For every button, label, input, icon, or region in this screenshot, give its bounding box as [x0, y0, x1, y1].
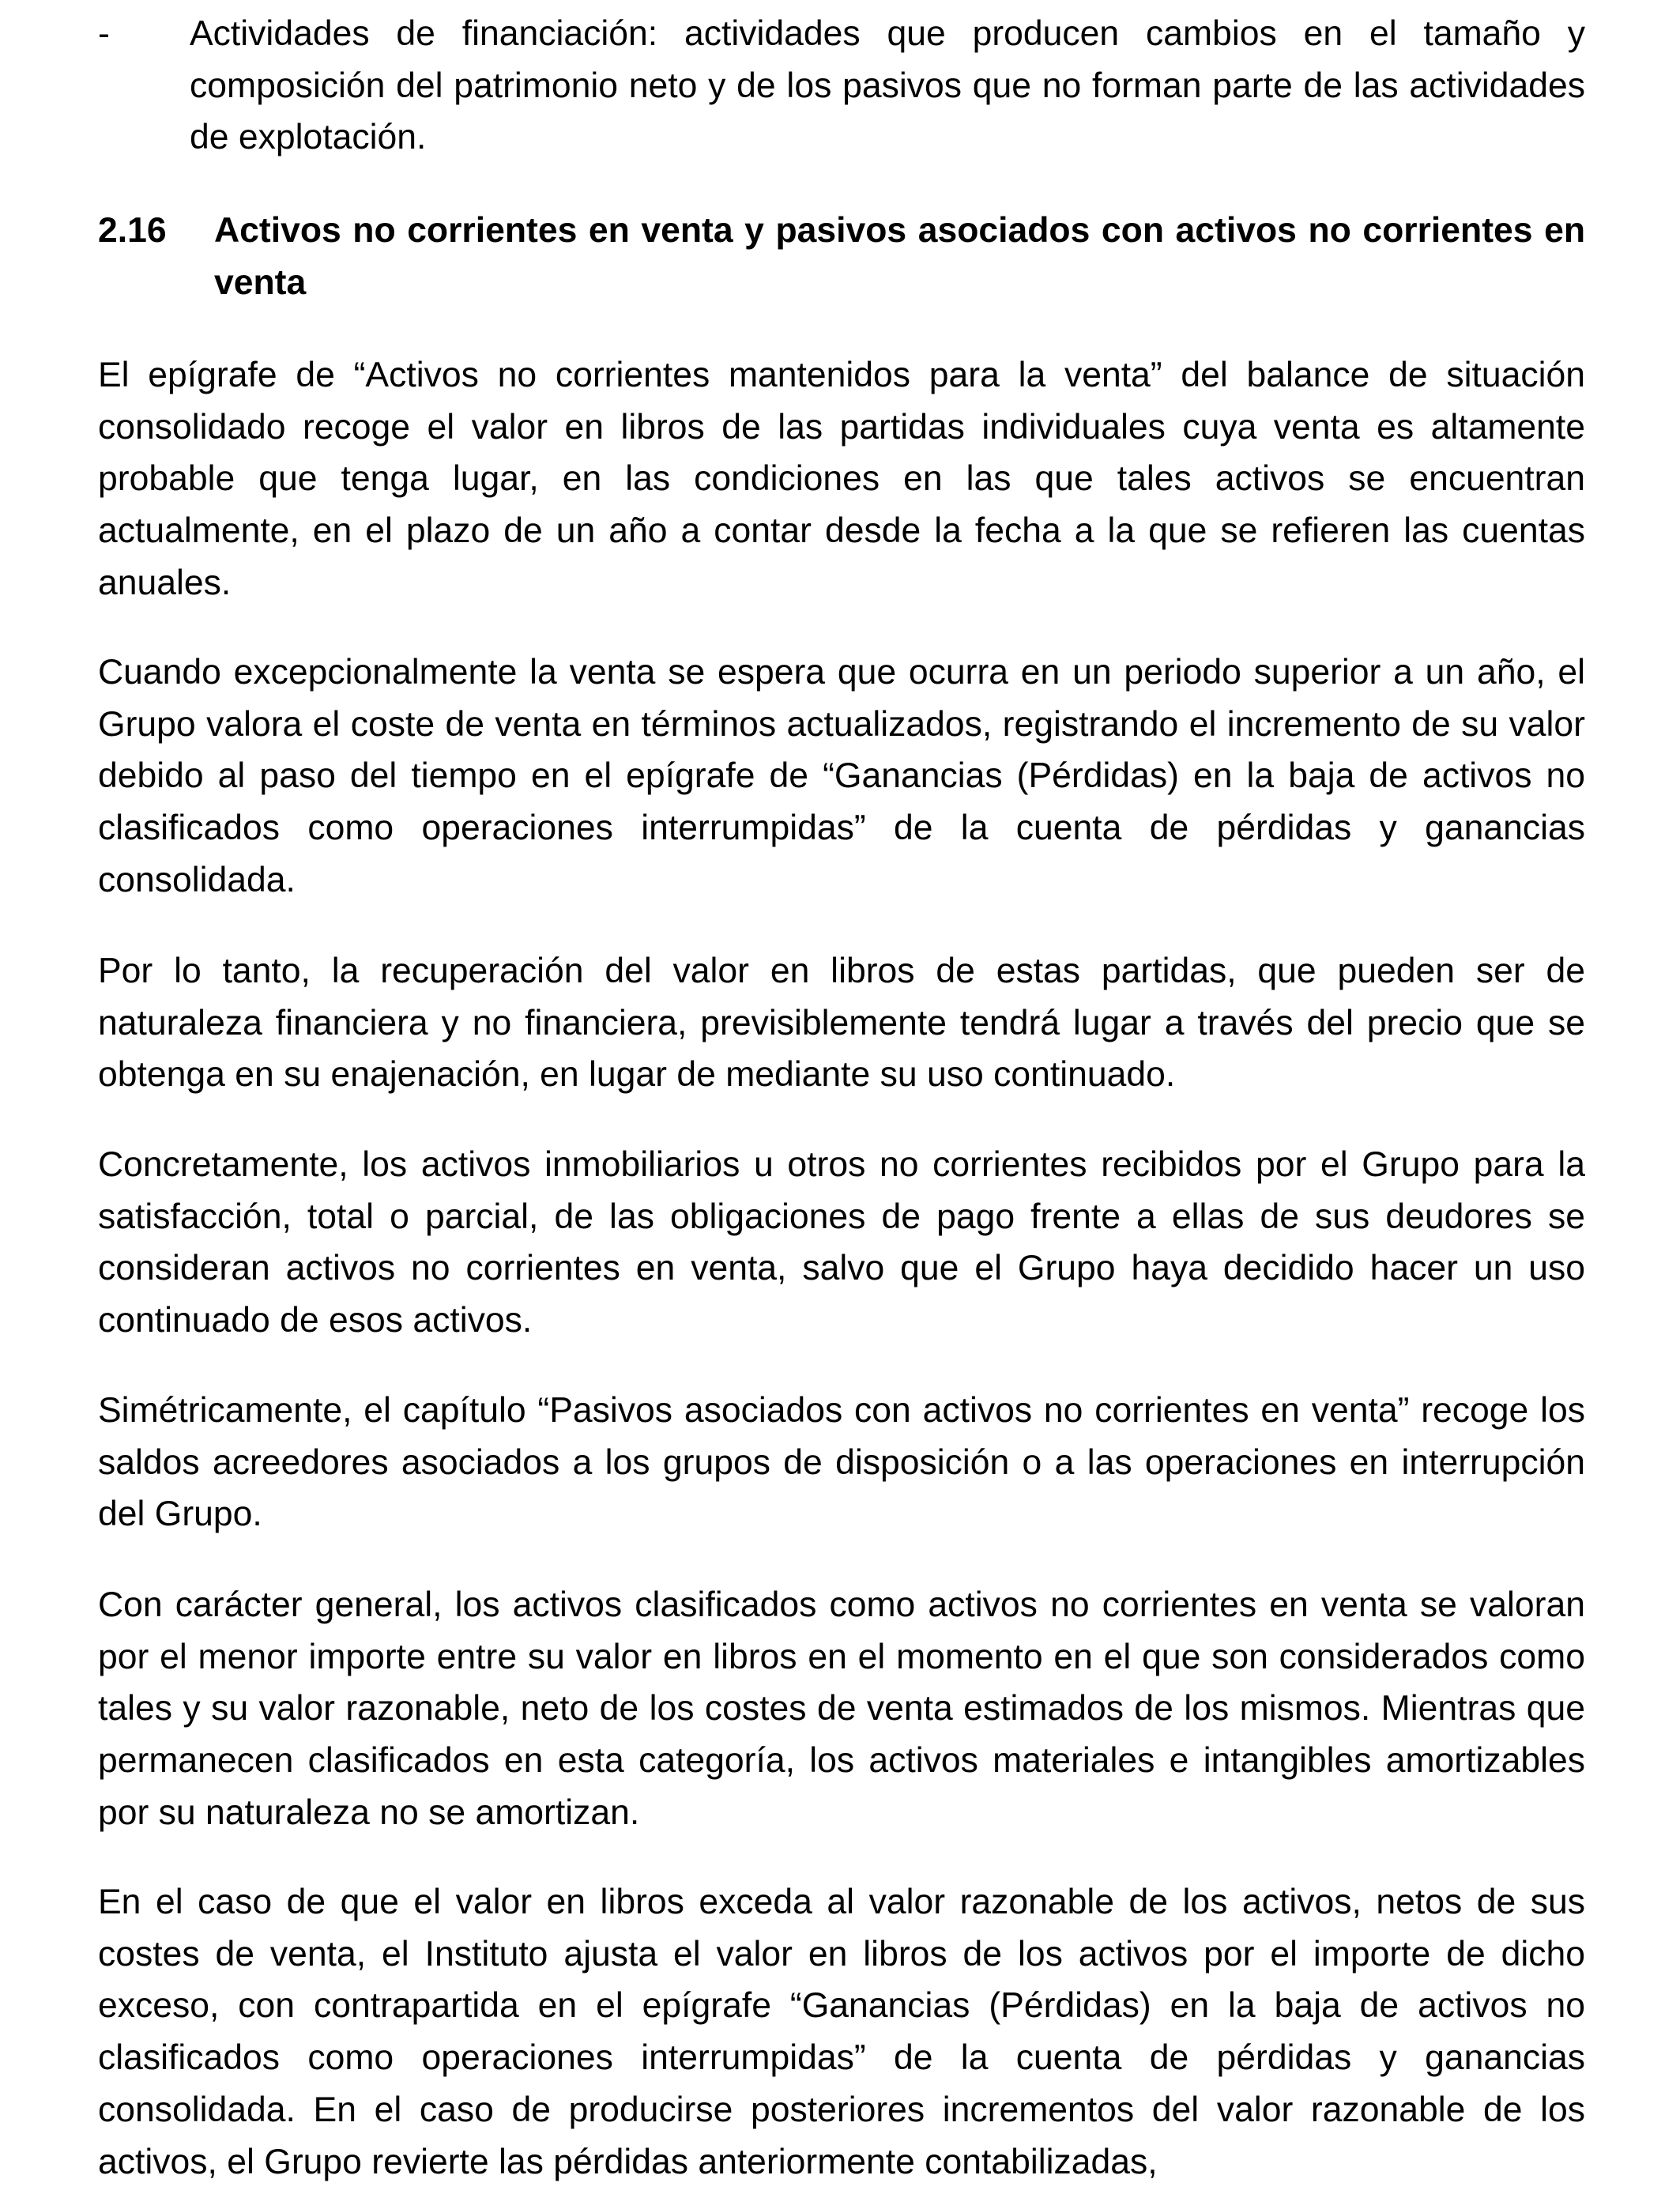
bullet-marker: - — [98, 14, 110, 53]
paragraph-1: El epígrafe de “Activos no corrientes mantenidos para la venta” del balance de situación consolidado recoge el valor en libros de las partidas individuales cuya venta es altamente probable que tenga lugar, en las condiciones en las que tales activos se encuentran actualmente, en el plazo de un año a contar desde la fecha a la que se refieren las cuentas anuales. — [98, 356, 1585, 602]
bullet-text: Actividades de financiación: actividades que producen cambios en el tamaño y composición del patrimonio neto y de los pasivos que no forman parte de las actividades de explotación. — [190, 14, 1585, 157]
paragraph-3: Por lo tanto, la recuperación del valor en libros de estas partidas, que pueden ser de naturaleza financiera y no financiera, previsiblemente tendrá lugar a través del precio que se obtenga en su enajenación, en lugar de mediante su uso continuado. — [98, 952, 1585, 1095]
paragraph-7: En el caso de que el valor en libros exceda al valor razonable de los activos, netos de sus costes de venta, el Instituto ajusta el valor en libros de los activos por el importe de dicho exceso, con contrapartida en el epígrafe “Ganancias (Pérdidas) en la baja de activos no clasificados como operaciones interrumpidas” de la cuenta de pérdidas y ganancias consolidada. En el caso de producirse posteriores incrementos del valor razonable de los activos, el Grupo revierte las pérdidas anteriormente contabilizadas, — [98, 1883, 1585, 2181]
paragraph-6: Con carácter general, los activos clasificados como activos no corrientes en venta se valoran por el menor importe entre su valor en libros en el momento en el que son considerados como tales y su valor razonable, neto de los costes de venta estimados de los mismos. Mientras que permanecen clasificados en esta categoría, los activos materiales e intangibles amortizables por su naturaleza no se amortizan. — [98, 1585, 1585, 1832]
paragraph-5: Simétricamente, el capítulo “Pasivos asociados con activos no corrientes en venta” recoge los saldos acreedores asociados a los grupos de disposición o a las operaciones en interrupción del Grupo. — [98, 1391, 1585, 1534]
paragraph-2: Cuando excepcionalmente la venta se espera que ocurra en un periodo superior a un año, el Grupo valora el coste de venta en términos actualizados, registrando el incremento de su valor debido al paso del tiempo en el epígrafe de “Ganancias (Pérdidas) en la baja de activos no clasificados como operaciones interrumpidas” de la cuenta de pérdidas y ganancias consolidada. — [98, 653, 1585, 899]
section-title: Activos no corrientes en venta y pasivos asociados con activos no corrientes en venta — [214, 211, 1585, 302]
paragraph-4: Concretamente, los activos inmobiliarios u otros no corrientes recibidos por el Grupo para la satisfacción, total o parcial, de las obligaciones de pago frente a ellas de sus deudores se consideran activos no corrientes en venta, salvo que el Grupo haya decidido hacer un uso continuado de esos activos. — [98, 1145, 1585, 1340]
section-number: 2.16 — [98, 211, 167, 250]
